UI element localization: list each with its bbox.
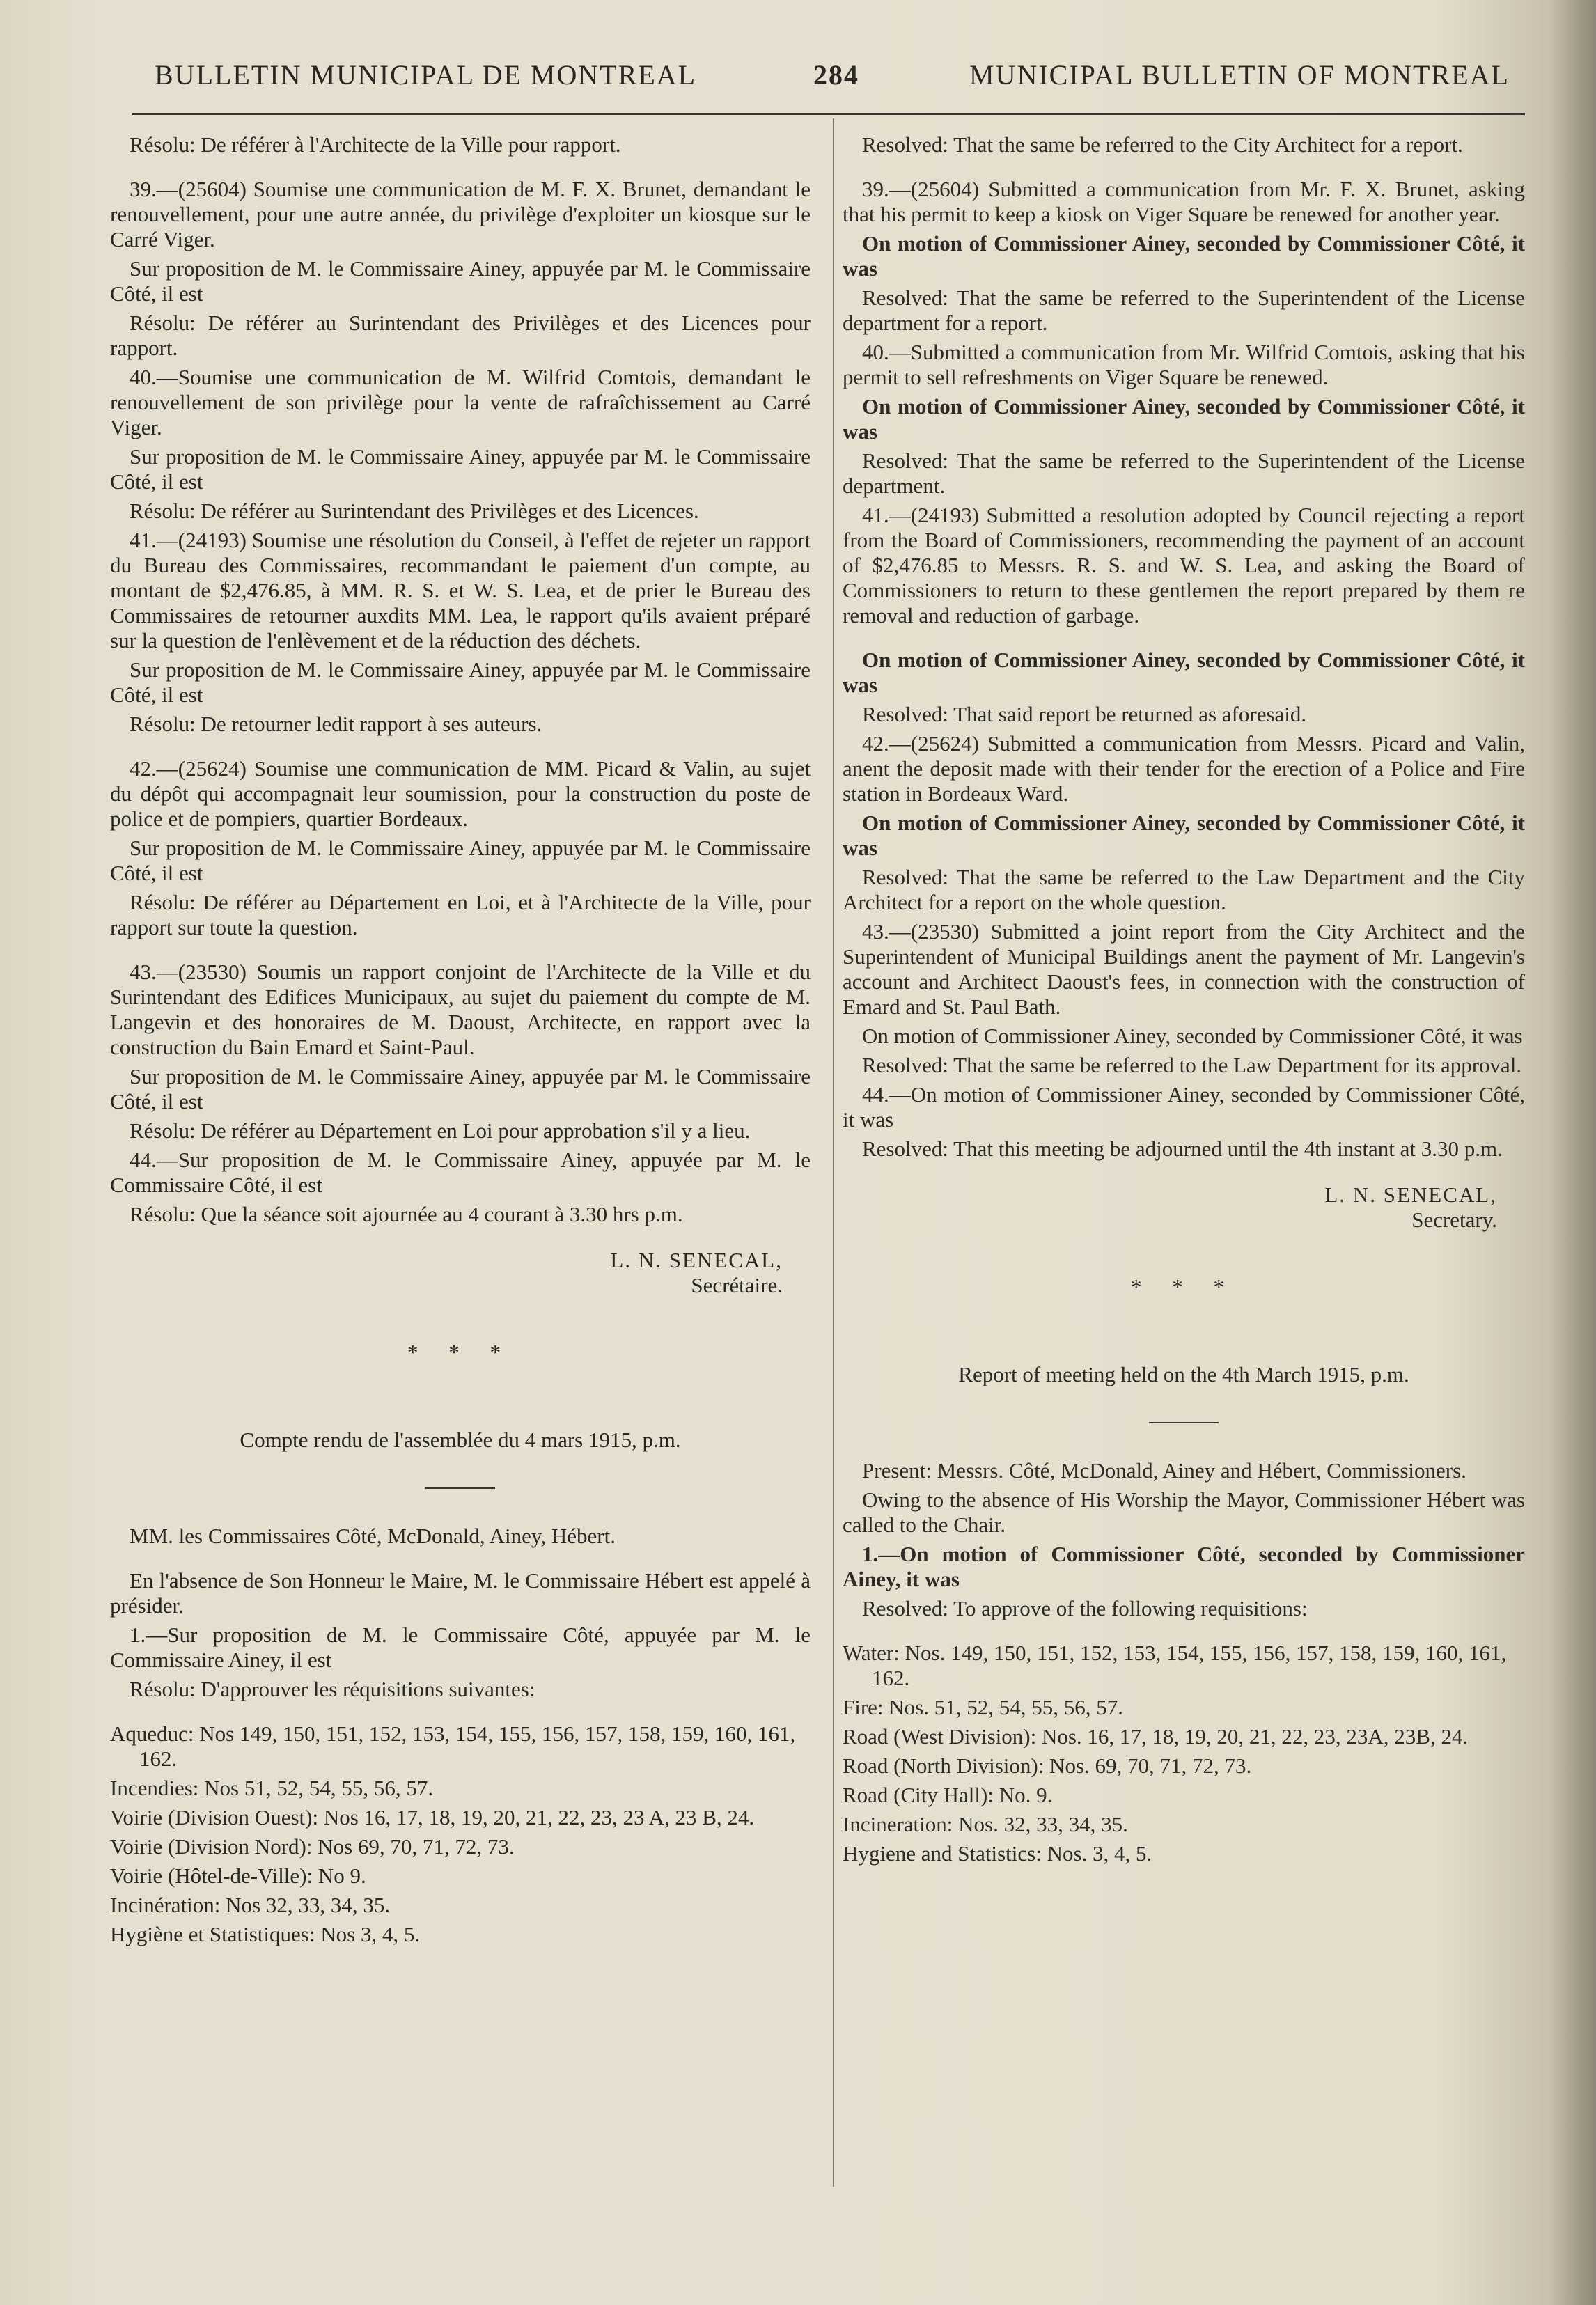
item-42: 42.—(25624) Soumise une communication de MM. Picard & Valin, au sujet du dépôt qui accompagnait leur soumission, pour la construction du poste de police et de pompiers, quartier Bordeaux. <box>110 756 811 831</box>
chair-note: Owing to the absence of His Worship the Mayor, Commissioner Hébert was called to the Chair. <box>843 1487 1525 1537</box>
motion-text: 1.—On motion of Commissioner Côté, seconded by Commissioner Ainey, it was <box>843 1542 1525 1591</box>
requisition-line: Incinération: Nos 32, 33, 34, 35. <box>110 1893 391 1917</box>
resolution-text: Resolved: That the same be referred to the Superintendent of the License department for a report. <box>843 286 1525 335</box>
report-title: Compte rendu de l'assemblée du 4 mars 1915, p.m. <box>240 1428 681 1452</box>
requisition-line: Water: Nos. 149, 150, 151, 152, 153, 154, 155, 156, 157, 158, 159, 160, 161, 162. <box>843 1641 1507 1690</box>
motion-text: Sur proposition de M. le Commissaire Ainey, appuyée par M. le Commissaire Côté, il est <box>110 256 811 306</box>
attendance: Present: Messrs. Côté, McDonald, Ainey and Hébert, Commissioners. <box>862 1458 1466 1483</box>
page-number: 284 <box>813 59 859 91</box>
requisition-line: Road (North Division): Nos. 69, 70, 71, 72, 73. <box>843 1753 1252 1778</box>
requisition-line: Voirie (Division Ouest): Nos 16, 17, 18, 19, 20, 21, 22, 23, 23 A, 23 B, 24. <box>110 1805 755 1829</box>
header-title-french: BULLETIN MUNICIPAL DE MONTREAL <box>155 59 697 91</box>
resolution-text: Resolved: That the same be referred to the City Architect for a report. <box>862 132 1463 157</box>
section-separator: * * * <box>1131 1274 1237 1299</box>
item-43: 43.—(23530) Soumis un rapport conjoint de l'Architecte de la Ville et du Surintendant des Edifices Municipaux, au sujet du paiement du compte de M. Langevin et des honoraires de M. Daoust, Architecte, en rapport avec la construction du Bain Emard et Saint-Paul. <box>110 960 811 1059</box>
resolution-text: Resolved: To approve of the following requisitions: <box>862 1596 1308 1620</box>
requisition-line: Incineration: Nos. 32, 33, 34, 35. <box>843 1812 1128 1836</box>
resolution-text: Résolu: De retourner ledit rapport à ses auteurs. <box>130 712 542 736</box>
motion-text: On motion of Commissioner Ainey, seconded by Commissioner Côté, it was <box>843 394 1525 444</box>
resolution-text: Resolved: That the same be referred to the Law Department and the City Architect for a report on the whole question. <box>843 865 1525 914</box>
column-divider <box>833 118 834 2187</box>
item-41: 41.—(24193) Submitted a resolution adopted by Council rejecting a report from the Board of Commissioners, recommending the payment of an account of $2,476.85 to Messrs. R. S. and W. S. Lea, and asking the Board of Commissioners to return to these gentlemen the report prepared by them re removal and reduction of garbage. <box>843 503 1525 627</box>
requisition-line: Hygiène et Statistiques: Nos 3, 4, 5. <box>110 1922 421 1946</box>
requisition-line: Incendies: Nos 51, 52, 54, 55, 56, 57. <box>110 1776 434 1800</box>
running-header <box>0 52 1596 93</box>
resolution-text: Resolved: That the same be referred to the Superintendent of the License department. <box>843 448 1525 498</box>
item-43: 43.—(23530) Submitted a joint report from the City Architect and the Superintendent of Municipal Buildings anent the payment of Mr. Langevin's account and Architect Daoust's fees, in connection with the construction of Emard and St. Paul Bath. <box>843 919 1525 1019</box>
requisition-line: Road (City Hall): No. 9. <box>843 1783 1053 1807</box>
item-42: 42.—(25624) Submitted a communication from Messrs. Picard and Valin, anent the deposit made with their tender for the erection of a Police and Fire station in Bordeaux Ward. <box>843 731 1525 806</box>
signature: L. N. SENECAL, <box>610 1248 783 1272</box>
resolution-text: Résolu: D'approuver les réquisitions suivantes: <box>130 1677 535 1701</box>
chair-note: En l'absence de Son Honneur le Maire, M. le Commissaire Hébert est appelé à présider. <box>110 1568 811 1618</box>
resolution-text: Résolu: De référer au Surintendant des Privilèges et des Licences pour rapport. <box>110 311 811 360</box>
resolution-text: Resolved: That said report be returned as aforesaid. <box>862 702 1307 726</box>
signature: L. N. SENECAL, <box>1324 1182 1497 1207</box>
requisition-line: Road (West Division): Nos. 16, 17, 18, 19, 20, 21, 22, 23, 23A, 23B, 24. <box>843 1724 1469 1749</box>
header-title-english: MUNICIPAL BULLETIN OF MONTREAL <box>969 59 1510 91</box>
item-40: 40.—Submitted a communication from Mr. Wilfrid Comtois, asking that his permit to sell refreshments on Viger Square be renewed. <box>843 340 1525 389</box>
motion-text: On motion of Commissioner Ainey, seconded by Commissioner Côté, it was <box>843 231 1525 281</box>
motion-text: Sur proposition de M. le Commissaire Ainey, appuyée par M. le Commissaire Côté, il est <box>110 657 811 707</box>
resolution-text: Resolved: That the same be referred to the Law Department for its approval. <box>862 1053 1522 1077</box>
item-44: 44.—On motion of Commissioner Ainey, seconded by Commissioner Côté, it was <box>843 1082 1525 1132</box>
resolution-text: Résolu: Que la séance soit ajournée au 4 courant à 3.30 hrs p.m. <box>130 1202 683 1226</box>
item-44: 44.—Sur proposition de M. le Commissaire Ainey, appuyée par M. le Commissaire Côté, il est <box>110 1148 811 1197</box>
resolution-text: Resolved: That this meeting be adjourned until the 4th instant at 3.30 p.m. <box>862 1136 1503 1161</box>
requisition-line: Fire: Nos. 51, 52, 54, 55, 56, 57. <box>843 1695 1123 1719</box>
item-41: 41.—(24193) Soumise une résolution du Conseil, à l'effet de rejeter un rapport du Bureau des Commissaires, recommandant le paiement d'un compte, au montant de $2,476.85, à MM. R. S. et W. S. Lea, et de prier le Bureau des Commissaires de retourner auxdits MM. Lea, le rapport qu'ils avaient préparé sur la question de l'enlèvement et de la réduction des déchets. <box>110 528 811 653</box>
requisition-line: Voirie (Division Nord): Nos 69, 70, 71, 72, 73. <box>110 1834 515 1859</box>
attendance: MM. les Commissaires Côté, McDonald, Ainey, Hébert. <box>130 1524 616 1548</box>
item-39: 39.—(25604) Soumise une communication de M. F. X. Brunet, demandant le renouvellement, pour une autre année, du privilège d'exploiter un kiosque sur le Carré Viger. <box>110 177 811 251</box>
resolution-text: Résolu: De référer au Département en Loi, et à l'Architecte de la Ville, pour rapport sur toute la question. <box>110 890 811 939</box>
motion-text: Sur proposition de M. le Commissaire Ainey, appuyée par M. le Commissaire Côté, il est <box>110 1064 811 1114</box>
english-column <box>843 132 1525 1870</box>
resolution-text: Résolu: De référer à l'Architecte de la Ville pour rapport. <box>130 132 621 157</box>
motion-text: 1.—Sur proposition de M. le Commissaire Côté, appuyée par M. le Commissaire Ainey, il est <box>110 1623 811 1672</box>
header-rule <box>132 113 1525 115</box>
requisition-line: Aqueduc: Nos 149, 150, 151, 152, 153, 154, 155, 156, 157, 158, 159, 160, 161, 162. <box>110 1721 796 1771</box>
short-rule <box>1149 1422 1219 1423</box>
resolution-text: Résolu: De référer au Département en Loi pour approbation s'il y a lieu. <box>130 1118 751 1143</box>
motion-text: Sur proposition de M. le Commissaire Ainey, appuyée par M. le Commissaire Côté, il est <box>110 444 811 494</box>
motion-text: On motion of Commissioner Ainey, seconded by Commissioner Côté, it was <box>862 1024 1523 1048</box>
item-39: 39.—(25604) Submitted a communication from Mr. F. X. Brunet, asking that his permit to keep a kiosk on Viger Square be renewed for another year. <box>843 177 1525 226</box>
motion-text: On motion of Commissioner Ainey, seconded by Commissioner Côté, it was <box>843 811 1525 860</box>
section-separator: * * * <box>407 1340 513 1364</box>
signature-title: Secretary. <box>1411 1208 1497 1232</box>
short-rule <box>425 1487 495 1489</box>
report-title: Report of meeting held on the 4th March 1915, p.m. <box>958 1362 1409 1386</box>
signature-title: Secrétaire. <box>691 1273 783 1297</box>
requisition-line: Voirie (Hôtel-de-Ville): No 9. <box>110 1863 366 1888</box>
resolution-text: Résolu: De référer au Surintendant des Privilèges et des Licences. <box>130 499 699 523</box>
motion-text: Sur proposition de M. le Commissaire Ainey, appuyée par M. le Commissaire Côté, il est <box>110 836 811 885</box>
requisition-line: Hygiene and Statistics: Nos. 3, 4, 5. <box>843 1841 1152 1866</box>
french-column <box>110 132 811 1951</box>
motion-text: On motion of Commissioner Ainey, seconded by Commissioner Côté, it was <box>843 648 1525 697</box>
item-40: 40.—Soumise une communication de M. Wilfrid Comtois, demandant le renouvellement de son privilège pour la vente de rafraîchissement au Carré Viger. <box>110 365 811 439</box>
